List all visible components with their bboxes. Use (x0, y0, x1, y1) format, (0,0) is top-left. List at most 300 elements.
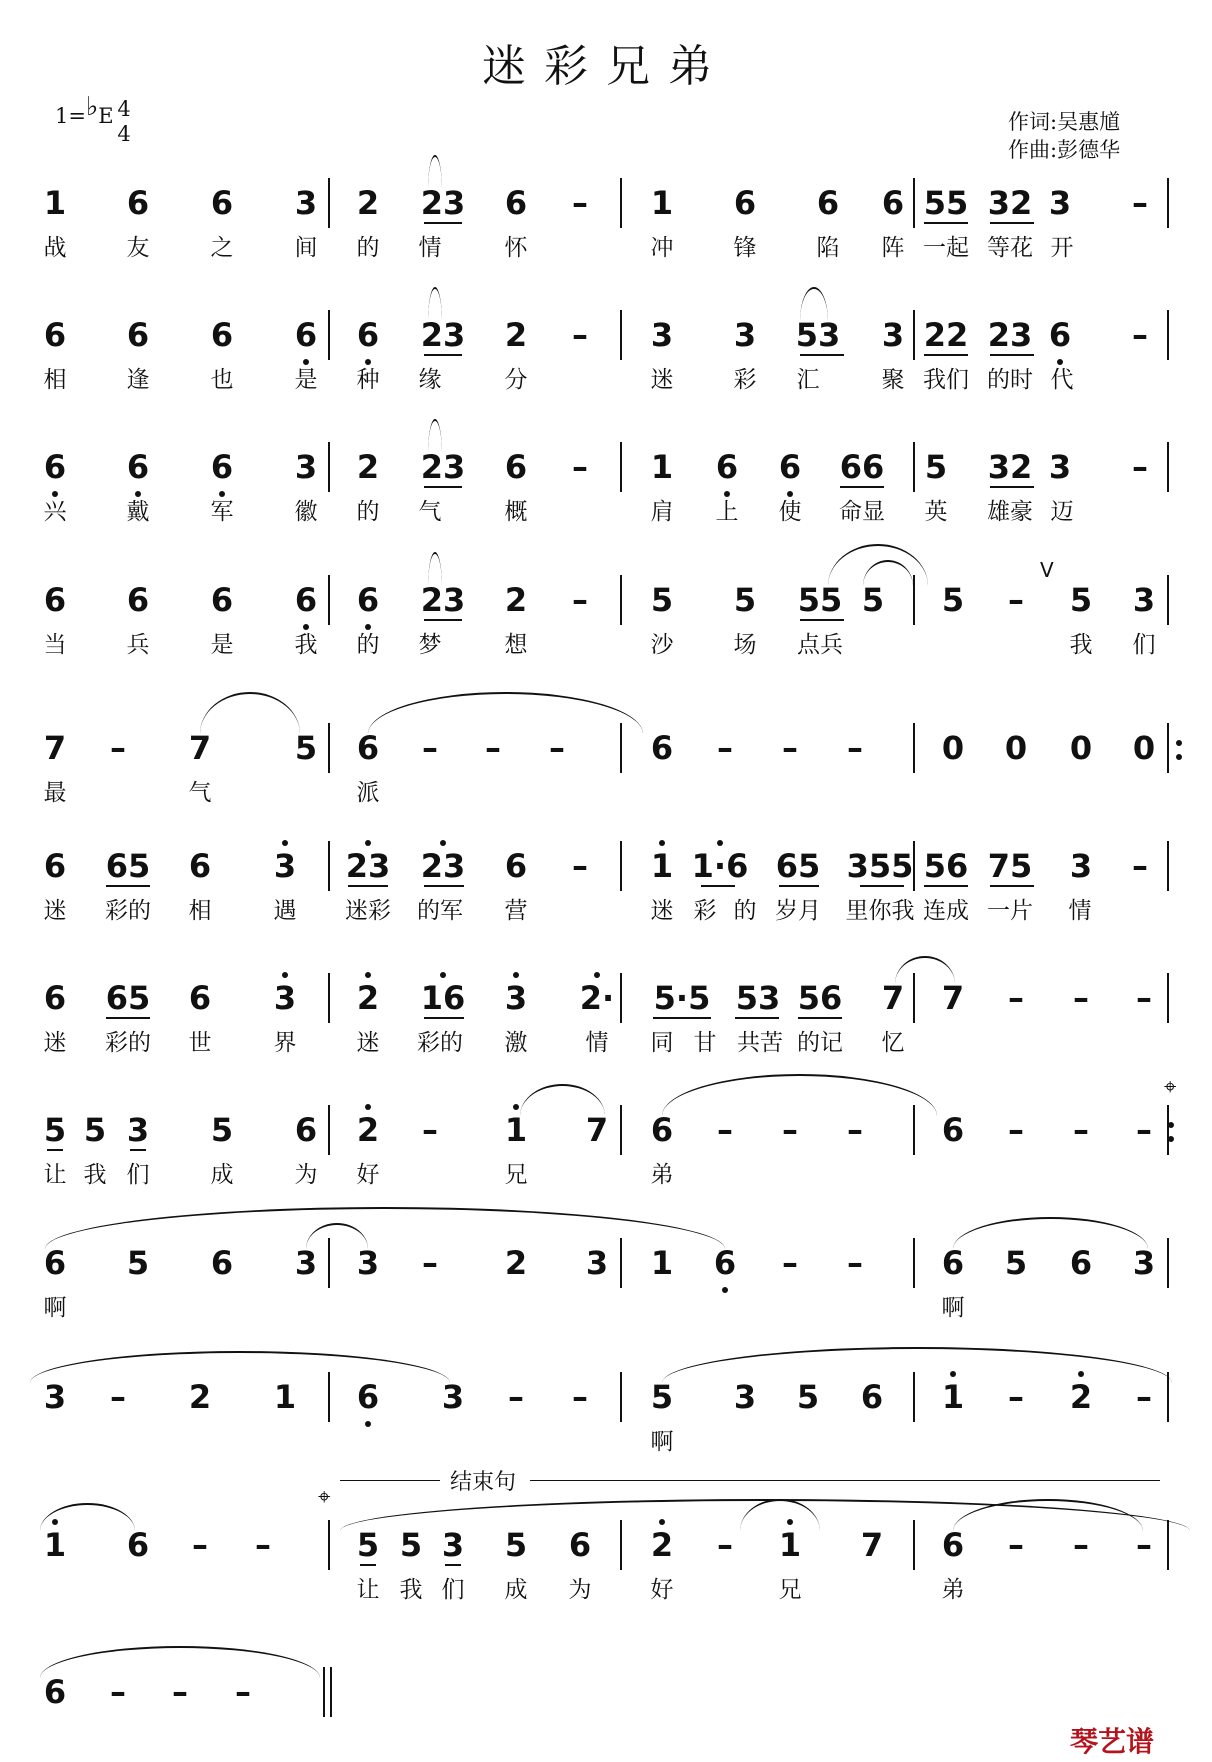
lyric: 成 (210, 1162, 234, 1188)
key-signature (55, 92, 114, 130)
note: 3 (733, 316, 757, 354)
lyric: 概 (504, 499, 528, 525)
note: 3 (1069, 847, 1093, 885)
lyric: 甘 (693, 1030, 717, 1056)
note: 6 (816, 184, 840, 222)
notes-line (0, 183, 1212, 223)
repeat-dot (1176, 754, 1182, 760)
note: 6 (356, 729, 380, 767)
beam-underline (924, 885, 968, 887)
lyric: 阵 (881, 235, 905, 261)
slur (520, 1084, 605, 1116)
note: – (1136, 979, 1152, 1017)
beam-underline (445, 1564, 461, 1566)
note: 5 (924, 448, 948, 486)
note: 3 (273, 847, 297, 885)
lyric: 们 (126, 1162, 150, 1188)
bar-line (620, 575, 622, 625)
note: 53 (795, 316, 841, 354)
lyric: 里你我 (845, 898, 915, 924)
lyric: 啊 (650, 1429, 674, 1455)
note: 6 (43, 316, 67, 354)
lyric: 彩 (733, 367, 757, 393)
notes-line (0, 1243, 1212, 1283)
lyric: 我 (1069, 632, 1093, 658)
lyric: 开 (1050, 235, 1074, 261)
note: 3 (1048, 448, 1072, 486)
bar-line (913, 178, 915, 228)
lyric: 是 (294, 367, 318, 393)
slur (428, 155, 442, 189)
note: 6 (860, 1378, 884, 1416)
lyric: 的时 (987, 367, 1033, 393)
lyric: 命显 (839, 499, 885, 525)
note: 5 (126, 1244, 150, 1282)
bar-line (1167, 178, 1169, 228)
slur (40, 1503, 135, 1531)
bar-line (330, 1667, 332, 1717)
slur (368, 692, 643, 734)
lyric: 一起 (923, 235, 969, 261)
ending-line (340, 1480, 440, 1481)
lyric: 情 (585, 1030, 609, 1056)
note: 2 (356, 979, 380, 1017)
lyric: 的 (356, 235, 380, 261)
beam-underline (800, 619, 844, 621)
page-title: 迷彩兄弟 (482, 41, 730, 92)
breath-mark: V (1040, 558, 1054, 582)
lyric: 间 (294, 235, 318, 261)
high-octave-dot (282, 972, 288, 978)
beam-underline (424, 1017, 464, 1019)
note: 355 (846, 847, 914, 885)
lyric: 成 (504, 1577, 528, 1603)
note: – (1073, 979, 1089, 1017)
note: 6 (126, 1526, 150, 1564)
note: 3 (441, 1526, 465, 1564)
note: 3 (650, 316, 674, 354)
high-octave-dot (365, 840, 371, 846)
credits (1008, 108, 1120, 164)
note: 1 (43, 1526, 67, 1564)
note: 0 (1069, 729, 1093, 767)
lyrics-line (0, 497, 1212, 537)
lyric: 是 (210, 632, 234, 658)
lyric: 们 (1132, 632, 1156, 658)
note: – (572, 448, 588, 486)
note: 6 (356, 581, 380, 619)
note: – (1008, 1111, 1024, 1149)
lyrics-line (0, 233, 1212, 273)
note: 1 (43, 184, 67, 222)
beam-underline (860, 885, 904, 887)
note: 5 (861, 581, 885, 619)
note: – (1008, 979, 1024, 1017)
note: 6 (941, 1244, 965, 1282)
note: 3 (1048, 184, 1072, 222)
note: 6 (715, 448, 739, 486)
bar-line (328, 575, 330, 625)
beam-underline (990, 222, 1034, 224)
lyric: 也 (210, 367, 234, 393)
bar-line (328, 1520, 330, 1570)
bar-line (328, 442, 330, 492)
beam-underline (701, 885, 735, 887)
note: 65 (105, 847, 151, 885)
note: 2 (504, 1244, 528, 1282)
key-prefix: 1= (55, 104, 86, 128)
note: 2 (356, 1111, 380, 1149)
lyric: 我 (294, 632, 318, 658)
slur (45, 1207, 725, 1249)
note: – (1136, 1111, 1152, 1149)
lyric: 弟 (941, 1577, 965, 1603)
note: – (1132, 448, 1148, 486)
note: 2· (579, 979, 615, 1017)
lyric: 逢 (126, 367, 150, 393)
lyrics-line (0, 778, 1212, 818)
note: 32 (987, 184, 1033, 222)
lyric: 兵 (126, 632, 150, 658)
note: 6 (1048, 316, 1072, 354)
lyric: 世 (188, 1030, 212, 1056)
high-octave-dot (440, 840, 446, 846)
note: – (1132, 184, 1148, 222)
bar-line (620, 178, 622, 228)
lyric: 气 (418, 499, 442, 525)
lyric: 最 (43, 780, 67, 806)
note: 6 (188, 847, 212, 885)
bar-line (328, 178, 330, 228)
note: – (422, 1111, 438, 1149)
note: – (782, 1244, 798, 1282)
lyrics-line (0, 630, 1212, 670)
lyric: 汇 (796, 367, 820, 393)
lyric: 梦 (418, 632, 442, 658)
lyric: 彩的 (105, 1030, 151, 1056)
note: 3 (43, 1378, 67, 1416)
lyric: 分 (504, 367, 528, 393)
lyric: 激 (504, 1030, 528, 1056)
lyrics-line (0, 365, 1212, 405)
lyric: 场 (733, 632, 757, 658)
bar-line (328, 841, 330, 891)
note: 6 (941, 1526, 965, 1564)
note: 6 (294, 1111, 318, 1149)
note: 0 (1004, 729, 1028, 767)
high-octave-dot (659, 840, 665, 846)
composer: 作曲:彭德华 (1008, 138, 1121, 162)
lyric: 等花 (987, 235, 1033, 261)
lyric: 迷 (43, 1030, 67, 1056)
note: 6 (881, 184, 905, 222)
lyric: 兄 (504, 1162, 528, 1188)
note: 1 (504, 1111, 528, 1149)
bar-line (1167, 973, 1169, 1023)
note: 7 (860, 1526, 884, 1564)
note: 7 (585, 1111, 609, 1149)
lyric: 彩的 (417, 1030, 463, 1056)
lyric: 上 (715, 499, 739, 525)
note: 6 (733, 184, 757, 222)
note: – (782, 1111, 798, 1149)
note: – (717, 1111, 733, 1149)
note: 7 (941, 979, 965, 1017)
beam-underline (424, 486, 462, 488)
lyric: 迷彩 (345, 898, 391, 924)
note: 6 (778, 448, 802, 486)
lyric: 冲 (650, 235, 674, 261)
high-octave-dot (1078, 1371, 1084, 1377)
lyric: 迷 (650, 367, 674, 393)
high-octave-dot (440, 972, 446, 978)
lyric: 军 (210, 499, 234, 525)
lyric: 连成 (923, 898, 969, 924)
note: 6 (188, 979, 212, 1017)
note: 65 (105, 979, 151, 1017)
time-signature (115, 97, 133, 147)
beam-underline (798, 1017, 842, 1019)
note: – (255, 1526, 271, 1564)
ending-label: 结束句 (450, 1470, 517, 1495)
lyric: 营 (504, 898, 528, 924)
note: – (717, 1526, 733, 1564)
note: 5 (356, 1526, 380, 1564)
lyrics-line (0, 1160, 1212, 1200)
lyric: 缘 (418, 367, 442, 393)
note: – (1136, 1378, 1152, 1416)
beam-underline (990, 354, 1034, 356)
high-octave-dot (787, 1519, 793, 1525)
high-octave-dot (52, 1519, 58, 1525)
note: – (572, 1378, 588, 1416)
bar-line (1167, 1105, 1169, 1155)
note: 6 (650, 729, 674, 767)
lyric: 为 (568, 1577, 592, 1603)
note: 5 (210, 1111, 234, 1149)
beam-underline (130, 1149, 146, 1151)
note: 6 (1069, 1244, 1093, 1282)
bar-line (620, 1372, 622, 1422)
beam-underline (106, 885, 150, 887)
note: 3 (294, 448, 318, 486)
note: 5 (294, 729, 318, 767)
note: 6 (126, 184, 150, 222)
note: 5 (733, 581, 757, 619)
note: 6 (126, 448, 150, 486)
high-octave-dot (365, 1104, 371, 1110)
note: 1 (650, 448, 674, 486)
high-octave-dot (365, 972, 371, 978)
meter-bottom: 4 (117, 122, 131, 146)
beam-underline (424, 619, 462, 621)
ending-line-right (530, 1480, 1160, 1481)
lyric: 情 (1068, 898, 1092, 924)
note: 23 (420, 316, 466, 354)
lyric: 当 (43, 632, 67, 658)
lyrics-line (0, 1028, 1212, 1068)
bar-line (1167, 310, 1169, 360)
bar-line (913, 723, 915, 773)
note: 55 (797, 581, 843, 619)
lyric: 沙 (650, 632, 674, 658)
high-octave-dot (594, 972, 600, 978)
note: 5 (650, 1378, 674, 1416)
note: – (1132, 847, 1148, 885)
slur (662, 1347, 1172, 1383)
note: 6 (504, 847, 528, 885)
lyric: 情 (418, 235, 442, 261)
lyric: 陷 (816, 235, 840, 261)
note: – (572, 847, 588, 885)
lyric: 我们 (923, 367, 969, 393)
note: 0 (1132, 729, 1156, 767)
lyric: 遇 (273, 898, 297, 924)
note: 7 (43, 729, 67, 767)
lyric: 英 (924, 499, 948, 525)
lyric: 一片 (987, 898, 1033, 924)
lyric: 的 (733, 898, 757, 924)
watermark-logo: 琴艺谱 (1070, 1725, 1155, 1758)
note: 5 (796, 1378, 820, 1416)
note: 2 (1069, 1378, 1093, 1416)
slur (953, 1217, 1148, 1249)
lyric: 聚 (881, 367, 905, 393)
note: 3 (294, 1244, 318, 1282)
note: – (1136, 1526, 1152, 1564)
lyric: 想 (504, 632, 528, 658)
note: 2 (504, 581, 528, 619)
lyric: 为 (294, 1162, 318, 1188)
note: 5 (941, 581, 965, 619)
note: 6 (210, 581, 234, 619)
note: 1 (650, 184, 674, 222)
note: 6 (210, 1244, 234, 1282)
notes-line (0, 1377, 1212, 1417)
lyric: 使 (778, 499, 802, 525)
note: 2 (504, 316, 528, 354)
beam-underline (924, 222, 968, 224)
note: 56 (797, 979, 843, 1017)
note: – (1073, 1111, 1089, 1149)
notes-line (0, 978, 1212, 1018)
bar-line (620, 973, 622, 1023)
beam-underline (424, 354, 462, 356)
note: 23 (420, 581, 466, 619)
lyric: 彩 (693, 898, 717, 924)
repeat-dot (1176, 740, 1182, 746)
beam-underline (990, 486, 1034, 488)
lyric: 的记 (797, 1030, 843, 1056)
note: 5 (1069, 581, 1093, 619)
note: – (235, 1673, 251, 1711)
slur (40, 1646, 320, 1678)
note: 6 (126, 581, 150, 619)
note: – (110, 729, 126, 767)
note: 1 (778, 1526, 802, 1564)
bar-line (328, 310, 330, 360)
beam-underline (47, 1149, 63, 1151)
note: 6 (43, 581, 67, 619)
note: – (1008, 581, 1024, 619)
note: – (422, 729, 438, 767)
lyric: 共苦 (737, 1030, 783, 1056)
note: 6 (43, 1244, 67, 1282)
lyric: 好 (356, 1162, 380, 1188)
lyrics-line (0, 1575, 1212, 1615)
lyrics-line (0, 1427, 1212, 1467)
note: – (508, 1378, 524, 1416)
lyric: 的 (356, 632, 380, 658)
note: 5 (1004, 1244, 1028, 1282)
beam-underline (840, 486, 884, 488)
note: 6 (43, 1673, 67, 1711)
slur (428, 419, 442, 453)
note: 7 (881, 979, 905, 1017)
beam-underline (106, 1017, 150, 1019)
note: 3 (733, 1378, 757, 1416)
bar-line (620, 841, 622, 891)
note: 23 (420, 184, 466, 222)
note: 32 (987, 448, 1033, 486)
note: – (847, 729, 863, 767)
note: 3 (294, 184, 318, 222)
notes-line (0, 315, 1212, 355)
beam-underline (779, 885, 819, 887)
note: 2 (188, 1378, 212, 1416)
note: 3 (356, 1244, 380, 1282)
note: 3 (126, 1111, 150, 1149)
beam-underline (924, 354, 968, 356)
lyric: 兄 (778, 1577, 802, 1603)
high-octave-dot (717, 840, 723, 846)
note: – (1073, 1526, 1089, 1564)
high-octave-dot (282, 840, 288, 846)
lyric: 迈 (1050, 499, 1074, 525)
lyric: 气 (188, 780, 212, 806)
note: – (110, 1673, 126, 1711)
note: – (1008, 1378, 1024, 1416)
note: 23 (420, 448, 466, 486)
note: – (172, 1673, 188, 1711)
lyric: 种 (356, 367, 380, 393)
note: 1·6 (691, 847, 749, 885)
slur (662, 1074, 937, 1116)
note: 6 (941, 1111, 965, 1149)
lyric: 啊 (941, 1295, 965, 1321)
note: 3 (441, 1378, 465, 1416)
note: 75 (987, 847, 1033, 885)
bar-line (913, 841, 915, 891)
segno-icon: ⌖ (1164, 1075, 1177, 1100)
note: 0 (941, 729, 965, 767)
lyric: 代 (1050, 367, 1074, 393)
lyric: 啊 (43, 1295, 67, 1321)
lyrics-line (0, 1293, 1212, 1333)
lyric: 锋 (733, 235, 757, 261)
key-letter: E (98, 104, 114, 128)
note: 6 (294, 316, 318, 354)
note: 6 (713, 1244, 737, 1282)
note: 5·5 (653, 979, 711, 1017)
note: – (847, 1244, 863, 1282)
note: 2 (650, 1526, 674, 1564)
beam-underline (735, 1017, 779, 1019)
note: 3 (585, 1244, 609, 1282)
notes-line (0, 1672, 1212, 1712)
note: – (485, 729, 501, 767)
notes-line (0, 1110, 1212, 1150)
